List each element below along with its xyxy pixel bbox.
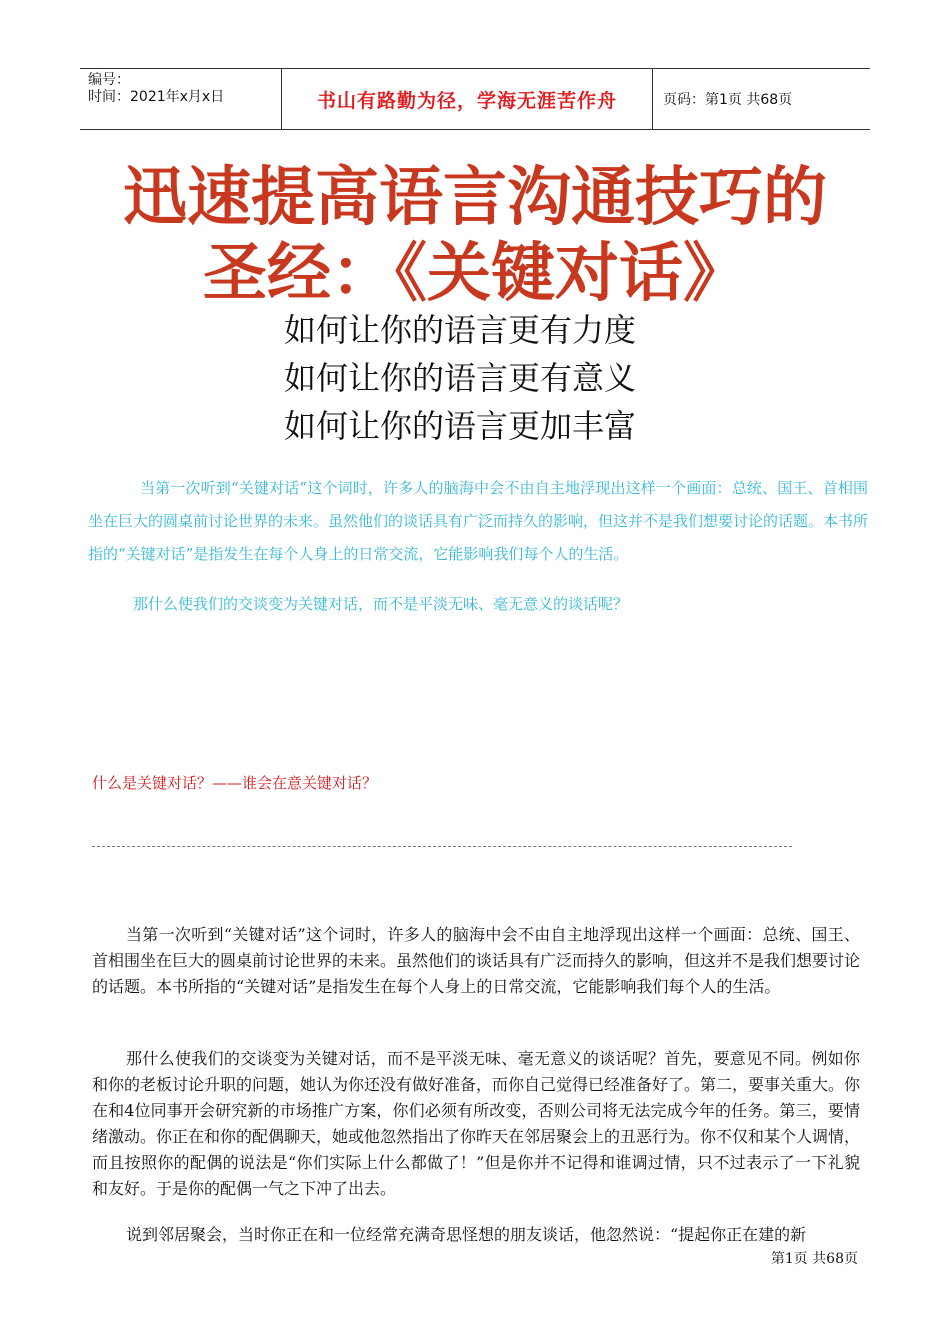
subtitle-list [284, 306, 636, 450]
subtitle-3: 如何让你的语言更加丰富 [284, 407, 637, 445]
title-line-1: 迅速提高语言沟通技巧的 [123, 160, 827, 235]
subtitle-2: 如何让你的语言更有意义 [284, 359, 637, 397]
title-line-2: 圣经：《关键对话》 [203, 236, 747, 311]
header-meta [80, 69, 281, 129]
header-page-info: 页码：第1页 共68页 [663, 92, 793, 108]
intro-paragraph-2: 那什么使我们的交谈变为关键对话，而不是平淡无味、毫无意义的谈话呢？ [133, 595, 629, 613]
page-footer: 第1页 共68页 [770, 1251, 858, 1267]
header-motto: 书山有路勤为径，学海无涯苦作舟 [281, 69, 653, 129]
code-label: 编号： [88, 72, 130, 88]
page-header [80, 68, 870, 130]
date-label: 时间：2021年x月x日 [88, 89, 225, 105]
body-paragraph-3: 说到邻居聚会，当时你正在和一位经常充满奇思怪想的朋友谈话，他忽然说：“提起你正在建的新 [126, 1225, 807, 1244]
document-title [0, 160, 950, 312]
section-heading: 什么是关键对话？——谁会在意关键对话？ [92, 774, 378, 792]
subtitle-1: 如何让你的语言更有力度 [284, 311, 637, 349]
body-paragraph-2: 那什么使我们的交谈变为关键对话，而不是平淡无味、毫无意义的谈话呢？首先，要意见不同。例如你和你的老板讨论升职的问题，她认为你还没有做好准备，而你自己觉得已经准备好了。第二，要事关重大。你在和4位同事开会研究新的市场推广方案，你们必须有所改变，否则公司将无法完成今年的任务。第三，要情绪激动。你正在和你的配偶聊天，她或他忽然指出了你昨天在邻居聚会上的丑恶行为。你不仅和某个人调情，而且按照你的配偶的说法是“你们实际上什么都做了！”但是你并不记得和谁调过情，只不过表示了一下礼貌和友好。于是你的配偶一气之下冲了出去。 [92, 1049, 861, 1198]
intro-paragraph-1: 当第一次听到“关键对话”这个词时，许多人的脑海中会不由自主地浮现出这样一个画面：总统、国王、首相围坐在巨大的圆桌前讨论世界的未来。虽然他们的谈话具有广泛而持久的影响，但这并不是我们想要讨论的话题。本书所指的“关键对话”是指发生在每个人身上的日常交流，它能影响我们每个人的生活。 [88, 479, 869, 563]
body-paragraph-1: 当第一次听到“关键对话”这个词时，许多人的脑海中会不由自主地浮现出这样一个画面：总统、国王、首相围坐在巨大的圆桌前讨论世界的未来。虽然他们的谈话具有广泛而持久的影响，但这并不是我们想要讨论的话题。本书所指的“关键对话”是指发生在每个人身上的日常交流，它能影响我们每个人的生活。 [92, 925, 861, 996]
dashed-divider [92, 846, 792, 847]
